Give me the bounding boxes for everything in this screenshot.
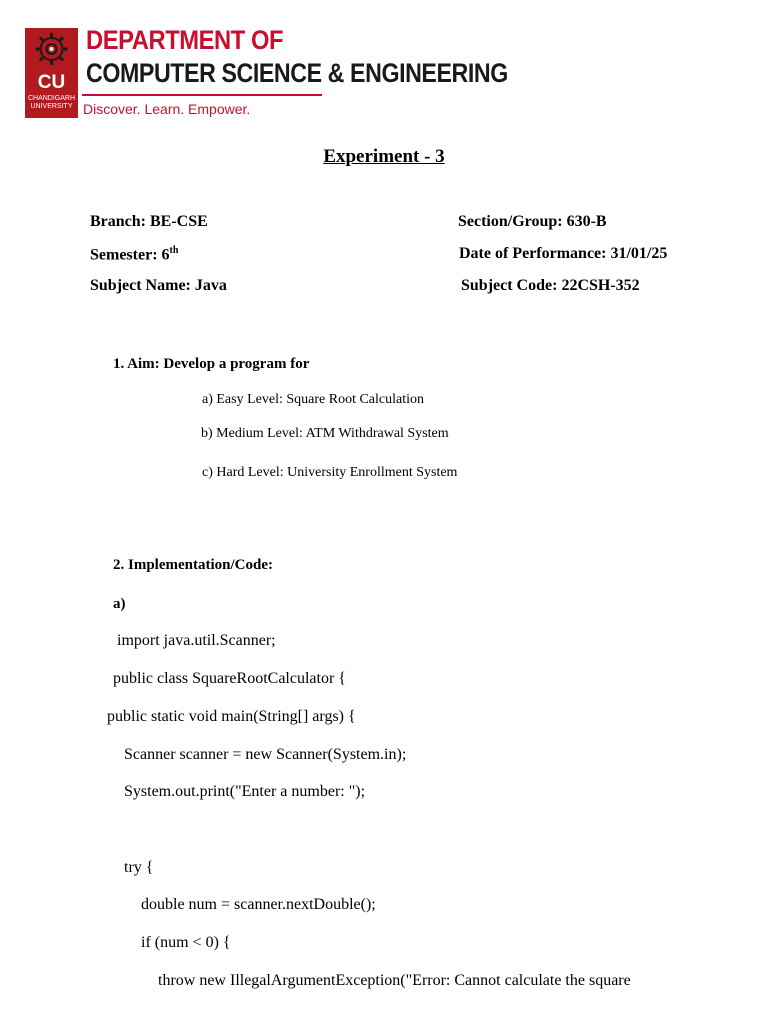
department-title-line-1: DEPARTMENT OF (86, 25, 284, 55)
aim-item: c) Hard Level: University Enrollment System (202, 465, 458, 480)
semester-suffix: th (169, 245, 179, 256)
department-title-line-2: COMPUTER SCIENCE & ENGINEERING (86, 58, 508, 88)
header-divider (82, 94, 322, 96)
date-field: Date of Performance: 31/01/25 (459, 245, 668, 262)
code-line: public class SquareRootCalculator { (113, 670, 346, 687)
code-line: System.out.print("Enter a number: "); (124, 783, 366, 800)
gear-emblem-icon (25, 28, 78, 72)
semester-text: Semester: 6 (90, 246, 170, 264)
part-label: a) (113, 596, 126, 612)
code-line: throw new IllegalArgumentException("Error: Cannot calculate the square (158, 972, 631, 989)
page-title (0, 146, 768, 168)
code-line: public static void main(String[] args) { (107, 708, 356, 725)
semester-field (90, 245, 178, 264)
aim-item: a) Easy Level: Square Root Calculation (202, 392, 424, 407)
subject-name-field: Subject Name: Java (90, 277, 227, 294)
logo-abbreviation: CU (37, 72, 66, 93)
logo-university-name: CHANDIGARH UNIVERSITY (27, 95, 76, 110)
section-field: Section/Group: 630-B (458, 213, 607, 230)
tagline: Discover. Learn. Empower. (83, 101, 251, 117)
page-title-text: Experiment - 3 (323, 146, 445, 167)
branch-field: Branch: BE-CSE (90, 213, 208, 230)
aim-heading: 1. Aim: Develop a program for (113, 356, 310, 372)
subject-code-field: Subject Code: 22CSH-352 (461, 277, 640, 294)
university-logo (25, 28, 78, 118)
code-line: if (num < 0) { (141, 934, 231, 951)
code-line: Scanner scanner = new Scanner(System.in); (124, 746, 407, 763)
code-line: try { (124, 859, 154, 876)
code-line: double num = scanner.nextDouble(); (141, 896, 376, 913)
code-line: import java.util.Scanner; (117, 632, 276, 649)
aim-item: b) Medium Level: ATM Withdrawal System (201, 426, 449, 441)
implementation-heading: 2. Implementation/Code: (113, 557, 273, 573)
